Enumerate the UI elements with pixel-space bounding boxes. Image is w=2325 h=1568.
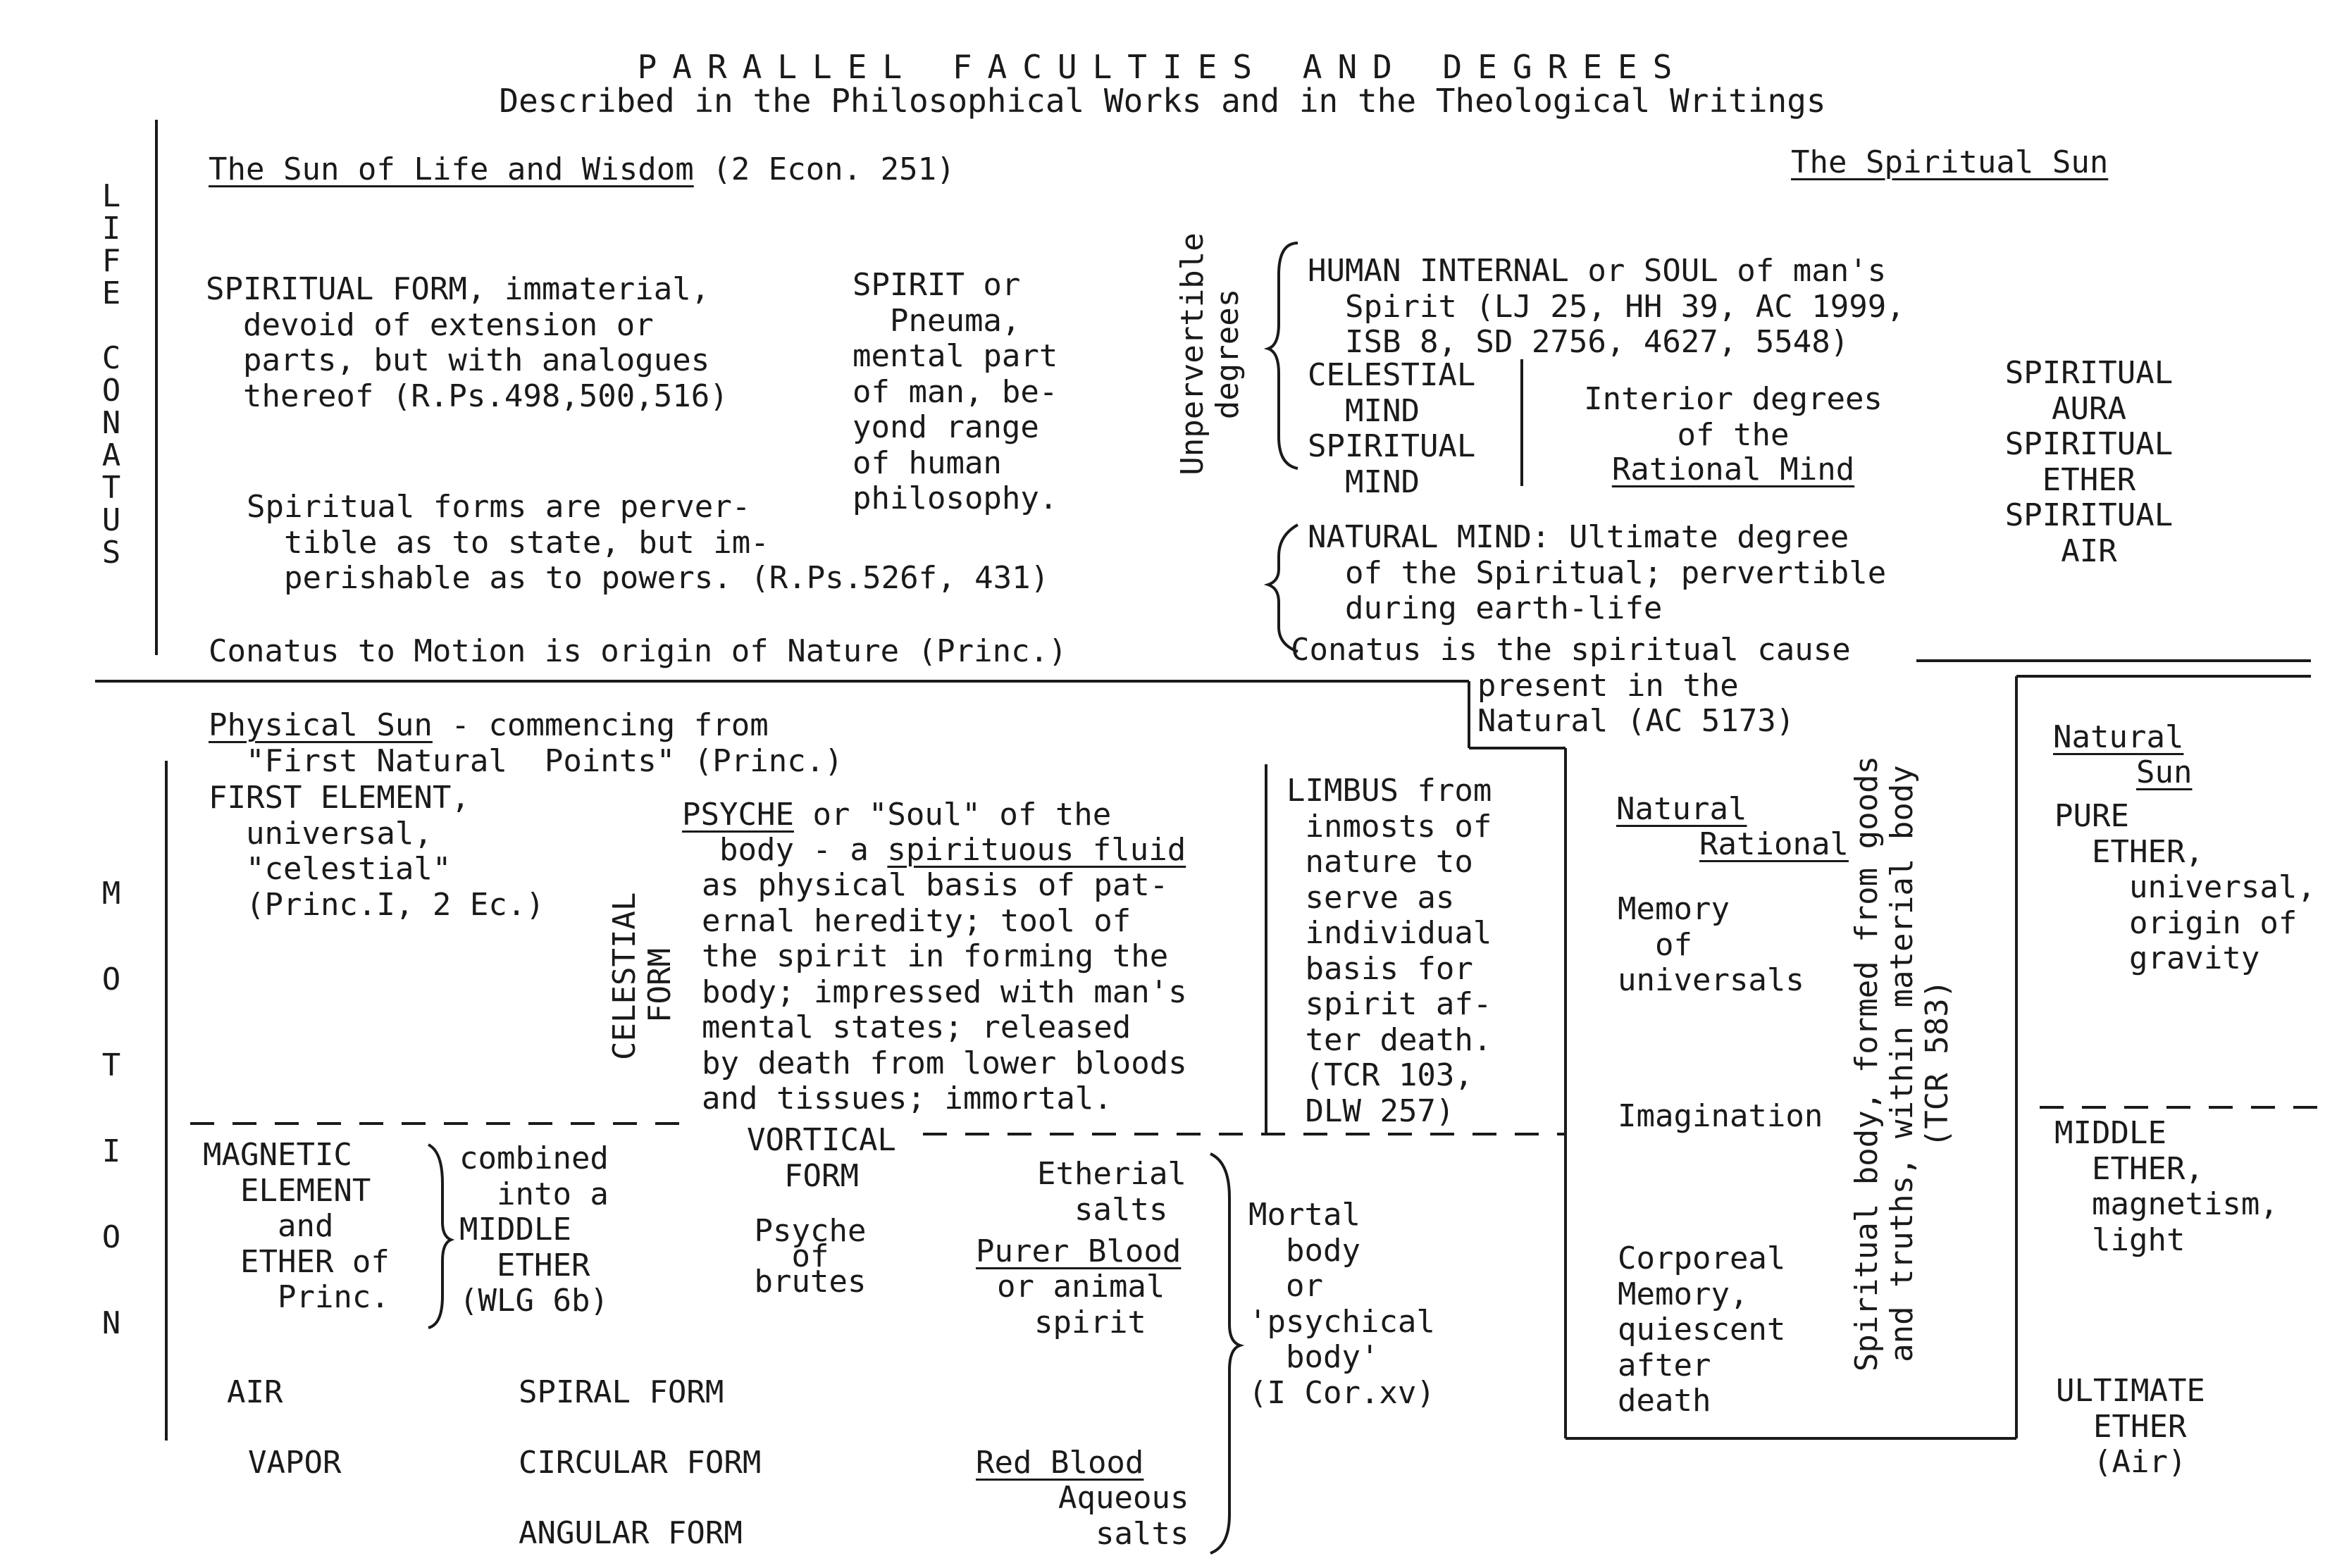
animal-spirit: or animal spirit [997, 1269, 1165, 1340]
psyche-heading: PSYCHE or "Soul" of the [682, 797, 1112, 833]
circular-form-label: CIRCULAR FORM [519, 1445, 762, 1481]
human-internal-text: HUMAN INTERNAL or SOUL of man's Spirit (LJ 25, HH 39, AC 1999, ISB 8, SD 2756, 4627, 5548) [1308, 253, 1905, 360]
mortal-body-text: Mortal body or 'psychical body' (I Cor.xv) [1248, 1197, 1435, 1411]
celestial-spiritual-mind-text: CELESTIAL MIND SPIRITUAL MIND [1308, 357, 1476, 500]
aqueous-salts: Aqueous salts [1058, 1480, 1189, 1552]
motion-margin: M O T I O N [101, 876, 121, 1341]
etherial-salts: Etherial salts [1037, 1156, 1186, 1228]
natural-rational-label-1: Natural [1616, 791, 1747, 827]
imagination-label: Imagination [1618, 1098, 1823, 1134]
first-element-text: FIRST ELEMENT, universal, "celestial" (Princ.I, 2 Ec.) [209, 780, 545, 923]
limbus-text: LIMBUS from inmosts of nature to serve as individual basis for spirit af- ter death. (TCR 103, DLW 257) [1286, 773, 1492, 1129]
purer-blood: Purer Blood [976, 1233, 1182, 1269]
pervertible-text: Spiritual forms are perver- tible as to state, but im- perishable as to powers. (R.Ps.526f, 431) [247, 489, 1050, 596]
sun-of-life-heading: The Sun of Life and Wisdom (2 Econ. 251) [209, 151, 955, 187]
vapor-label: VAPOR [248, 1445, 342, 1481]
corporeal-memory: Corporeal Memory, quiescent after death [1618, 1240, 1786, 1419]
natural-sun-label-1: Natural [2053, 719, 2184, 755]
conatus-to-motion-text: Conatus to Motion is origin of Nature (Princ.) [209, 633, 1067, 669]
spiritual-aura-ether-air: SPIRITUAL AURA SPIRITUAL ETHER SPIRITUAL AIR [2004, 355, 2174, 569]
psyche-description: as physical basis of pat- ernal heredity; tool of the spirit in forming the body; impressed with man's mental states; released by death from lower bloods and tissues; immortal. [702, 867, 1187, 1116]
unpervertible-degrees-label: Unpervertible degrees [1174, 232, 1246, 475]
natural-rational-label-2: Rational [1699, 826, 1849, 862]
page-subtitle: Described in the Philosophical Works and in the Theological Writings [499, 82, 1826, 120]
spiral-form-label: SPIRAL FORM [519, 1374, 724, 1410]
memory-of-universals: Memory of universals [1618, 891, 1804, 998]
middle-ether-text: MIDDLE ETHER, magnetism, light [2054, 1115, 2278, 1258]
spiritual-form-text: SPIRITUAL FORM, immaterial, devoid of extension or parts, but with analogues thereof (R.Ps.498,500,516) [206, 271, 728, 414]
spiritual-sun-heading: The Spiritual Sun [1791, 144, 2109, 180]
natural-sun-label-2: Sun [2136, 754, 2193, 790]
conatus-cause-text: Conatus is the spiritual cause present in the Natural (AC 5173) [1291, 632, 1851, 739]
interior-degrees-text: Interior degrees of the [1584, 381, 1883, 453]
red-blood-label: Red Blood [976, 1445, 1144, 1481]
rational-mind-text: Rational Mind [1611, 452, 1855, 487]
pure-ether-text: PURE ETHER, universal, origin of gravity [2054, 798, 2316, 976]
ultimate-ether-text: ULTIMATE ETHER (Air) [2056, 1373, 2205, 1480]
magnetic-element-text: MAGNETIC ELEMENT and ETHER of Princ. [203, 1137, 390, 1315]
psyche-line-2: body - a spirituous fluid [682, 832, 1186, 868]
spiritual-body-label: Spiritual body, formed from goods and truths, within material body (TCR 583) [1849, 755, 1955, 1372]
angular-form-label: ANGULAR FORM [519, 1515, 743, 1551]
air-label: AIR [227, 1374, 283, 1410]
celestial-form-label: CELESTIAL FORM [607, 892, 678, 1060]
life-conatus-margin: L I F E C O N A T U S [101, 178, 121, 571]
psyche-of-brutes: Psyche of brutes [754, 1213, 867, 1300]
combined-middle-ether: combined into a MIDDLE ETHER (WLG 6b) [459, 1140, 609, 1319]
physical-sun-heading: Physical Sun - commencing from "First Natural Points" (Princ.) [209, 707, 843, 779]
natural-mind-text: NATURAL MIND: Ultimate degree of the Spiritual; pervertible during earth-life [1308, 519, 1887, 626]
page-title: PARALLEL FACULTIES AND DEGREES [637, 48, 1688, 86]
vortical-form: VORTICAL FORM [747, 1122, 896, 1194]
spirit-text: SPIRIT or Pneuma, mental part of man, be- yond range of human philosophy. [852, 267, 1058, 516]
